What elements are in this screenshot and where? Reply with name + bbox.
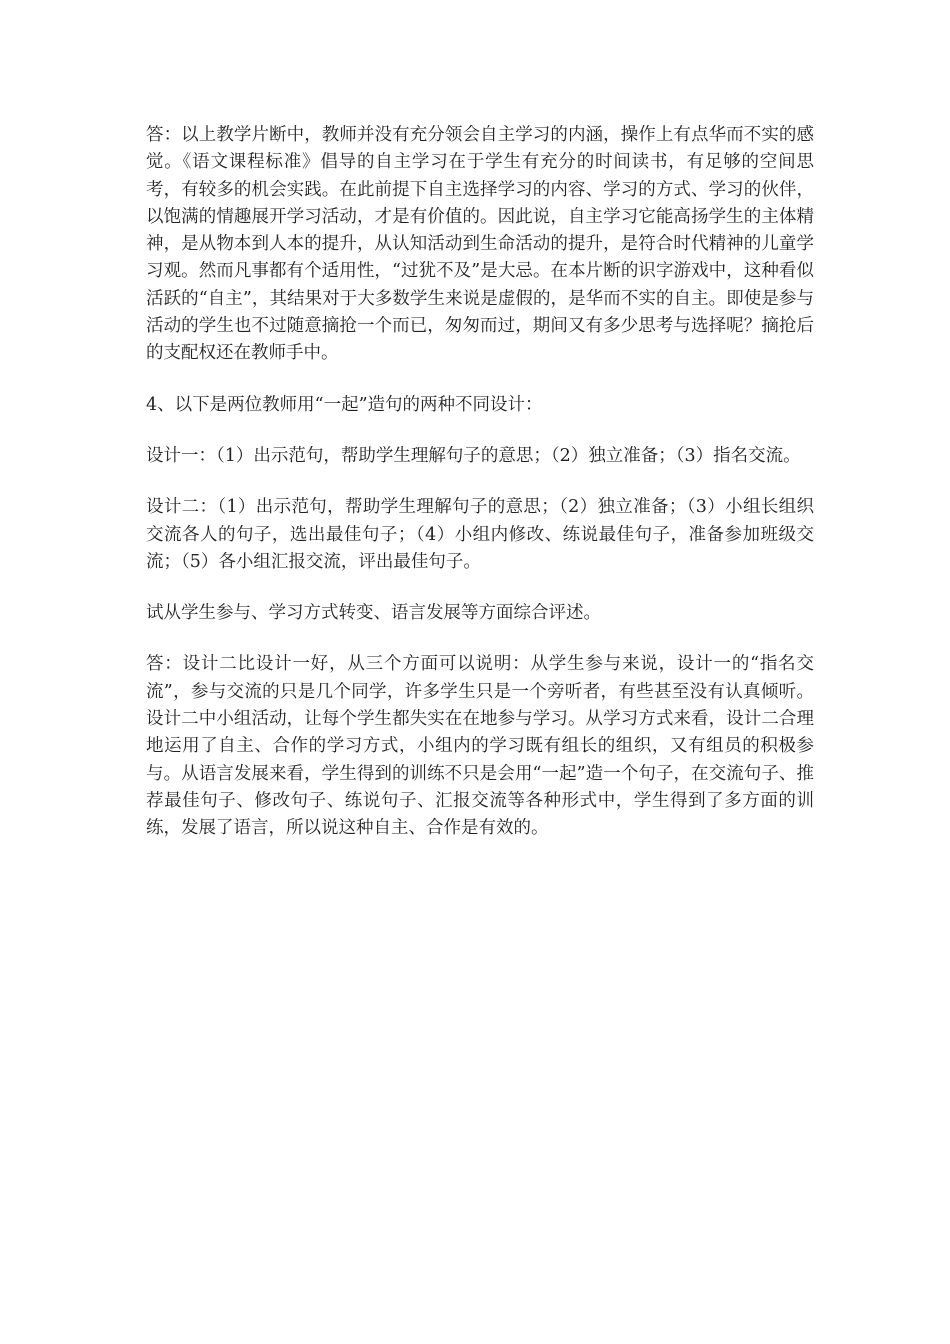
question-prompt: 试从学生参与、学习方式转变、语言发展等方面综合评述。 — [146, 603, 601, 624]
design-one-paragraph: 设计一：（1）出示范句，帮助学生理解句子的意思；（2）独立准备；（3）指名交流。 — [146, 445, 801, 466]
answer-paragraph-2: 答：设计二比设计一好，从三个方面可以说明：从学生参与来说，设计一的“指名交流”，参与交流的只是几个同学，许多学生只是一个旁听者，有些甚至没有认真倾听。设计二中小组活动，让每个学生都失实在在地参与学习。从学习方式来看，设计二合理地运用了自主、合作的学习方式，小组内的学习既有组长的组织，又有组员的积极参与。从语言发展来看，学生得到的训练不只是会用“一起”造一个句子，在交流句子、推荐最佳句子、修改句子、练说句子、汇报交流等各种形式中，学生得到了多方面的训练，发展了语言，所以说这种自主、合作是有效的。 — [146, 654, 814, 839]
design-two-paragraph: 设计二：（1）出示范句，帮助学生理解句子的意思；（2）独立准备；（3）小组长组织交流各人的句子，选出最佳句子；（4）小组内修改、练说最佳句子，准备参加班级交流；（5）各小组汇报交流，评出最佳句子。 — [146, 497, 814, 572]
question-4-heading: 4、以下是两位教师用“一起”造句的两种不同设计： — [146, 394, 543, 415]
document-body — [146, 122, 814, 867]
answer-paragraph-1: 答：以上教学片断中，教师并没有充分领会自主学习的内涵，操作上有点华而不实的感觉。《语文课程标准》倡导的自主学习在于学生有充分的时间读书，有足够的空间思考，有较多的机会实践。在此前提下自主选择学习的内容、学习的方式、学习的伙伴，以饱满的情趣展开学习活动，才是有价值的。因此说，自主学习它能高扬学生的主体精神，是从物本到人本的提升，从认知活动到生命活动的提升，是符合时代精神的儿童学习观。然而凡事都有个适用性，“过犹不及”是大忌。在本片断的识字游戏中，这种看似活跃的“自主”，其结果对于大多数学生来说是虚假的，是华而不实的自主。即使是参与活动的学生也不过随意摘抢一个而已，匆匆而过，期间又有多少思考与选择呢？摘抢后的支配权还在教师手中。 — [146, 125, 814, 364]
